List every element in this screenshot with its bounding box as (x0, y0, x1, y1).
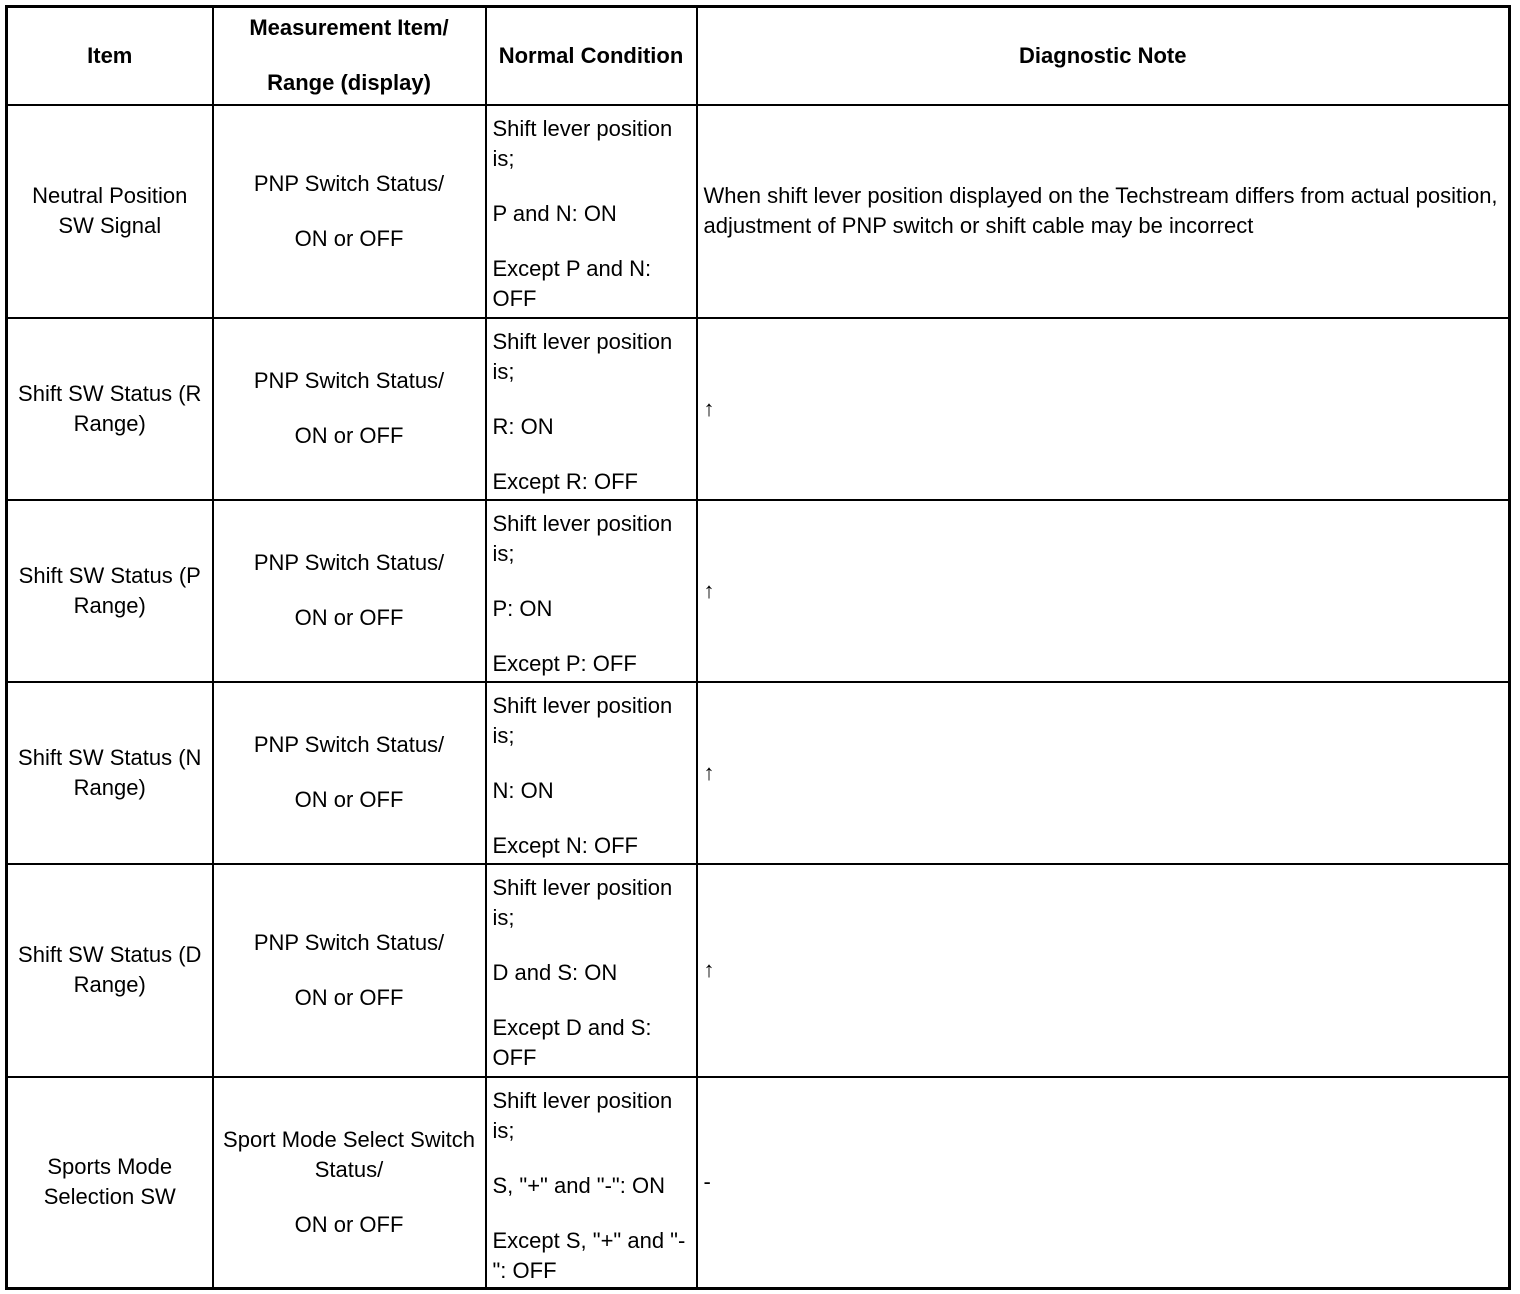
measurement-cell (213, 1077, 486, 1289)
header-note: Diagnostic Note (697, 7, 1510, 105)
normal-condition-line: Except D and S: OFF (492, 1014, 652, 1070)
header-measurement-line: Measurement Item/ (249, 15, 449, 41)
measurement-line: PNP Switch Status/ (253, 732, 445, 757)
measurement-line: PNP Switch Status/ (253, 368, 445, 393)
measurement-cell (213, 864, 486, 1077)
header-row (7, 7, 1510, 105)
normal-condition-cell (486, 500, 697, 682)
normal-condition-line: D and S: ON (492, 959, 618, 985)
diagnostic-note-cell: ↑ (697, 864, 1510, 1077)
measurement-line: PNP Switch Status/ (253, 170, 445, 196)
normal-condition-line: P: ON (492, 595, 553, 621)
diagnostic-note-cell: ↑ (697, 318, 1510, 500)
table-row (7, 500, 1510, 682)
data-list-table (5, 5, 1511, 1290)
measurement-cell (213, 318, 486, 500)
measurement-line: ON or OFF (294, 984, 404, 1010)
normal-condition-line: S, "+" and "-": ON (492, 1172, 665, 1198)
table-row (7, 864, 1510, 1077)
normal-condition-line: Shift lever position is; (492, 692, 673, 748)
normal-condition-cell (486, 105, 697, 318)
header-normal: Normal Condition (486, 7, 697, 105)
measurement-line: PNP Switch Status/ (253, 550, 445, 575)
table-row (7, 682, 1510, 864)
table-row (7, 1077, 1510, 1289)
header-measurement (213, 7, 486, 105)
normal-condition-line: Shift lever position is; (492, 874, 673, 930)
normal-condition-line: Shift lever position is; (492, 1087, 673, 1143)
normal-condition-line: R: ON (492, 413, 554, 439)
measurement-line: PNP Switch Status/ (253, 929, 445, 955)
diagnostic-note-cell: - (697, 1077, 1510, 1289)
header-item: Item (7, 7, 213, 105)
diagnostic-note-cell: ↑ (697, 682, 1510, 864)
item-cell: Shift SW Status (N Range) (7, 682, 213, 864)
item-cell: Sports Mode Selection SW (7, 1077, 213, 1289)
item-cell: Neutral Position SW Signal (7, 105, 213, 318)
measurement-line: Sport Mode Select Switch Status/ (223, 1126, 475, 1182)
item-cell: Shift SW Status (D Range) (7, 864, 213, 1077)
measurement-cell (213, 682, 486, 864)
table-row (7, 318, 1510, 500)
normal-condition-line: P and N: ON (492, 200, 617, 226)
normal-condition-line: Except N: OFF (492, 832, 638, 858)
measurement-cell (213, 105, 486, 318)
item-cell: Shift SW Status (R Range) (7, 318, 213, 500)
normal-condition-line: Shift lever position is; (492, 328, 673, 384)
normal-condition-line: Shift lever position is; (492, 510, 673, 566)
normal-condition-line: Except P and N: OFF (492, 255, 652, 311)
measurement-line: ON or OFF (294, 423, 404, 448)
normal-condition-line: Except S, "+" and "-": OFF (492, 1227, 686, 1283)
measurement-cell (213, 500, 486, 682)
diagnostic-note-cell: ↑ (697, 500, 1510, 682)
normal-condition-line: Shift lever position is; (492, 115, 673, 171)
normal-condition-line: Except R: OFF (492, 468, 638, 494)
normal-condition-cell (486, 682, 697, 864)
table-row (7, 105, 1510, 318)
normal-condition-cell (486, 318, 697, 500)
normal-condition-cell (486, 864, 697, 1077)
measurement-line: ON or OFF (294, 787, 404, 812)
item-cell: Shift SW Status (P Range) (7, 500, 213, 682)
diagnostic-note-cell: When shift lever position displayed on the Techstream differs from actual position, adjustment of PNP switch or shift cable may be incorrect (697, 105, 1510, 318)
normal-condition-line: N: ON (492, 777, 554, 803)
measurement-line: ON or OFF (294, 1211, 404, 1237)
header-measurement-line: Range (display) (267, 70, 431, 96)
normal-condition-cell (486, 1077, 697, 1289)
normal-condition-line: Except P: OFF (492, 650, 637, 676)
measurement-line: ON or OFF (294, 605, 404, 630)
measurement-line: ON or OFF (294, 225, 404, 251)
